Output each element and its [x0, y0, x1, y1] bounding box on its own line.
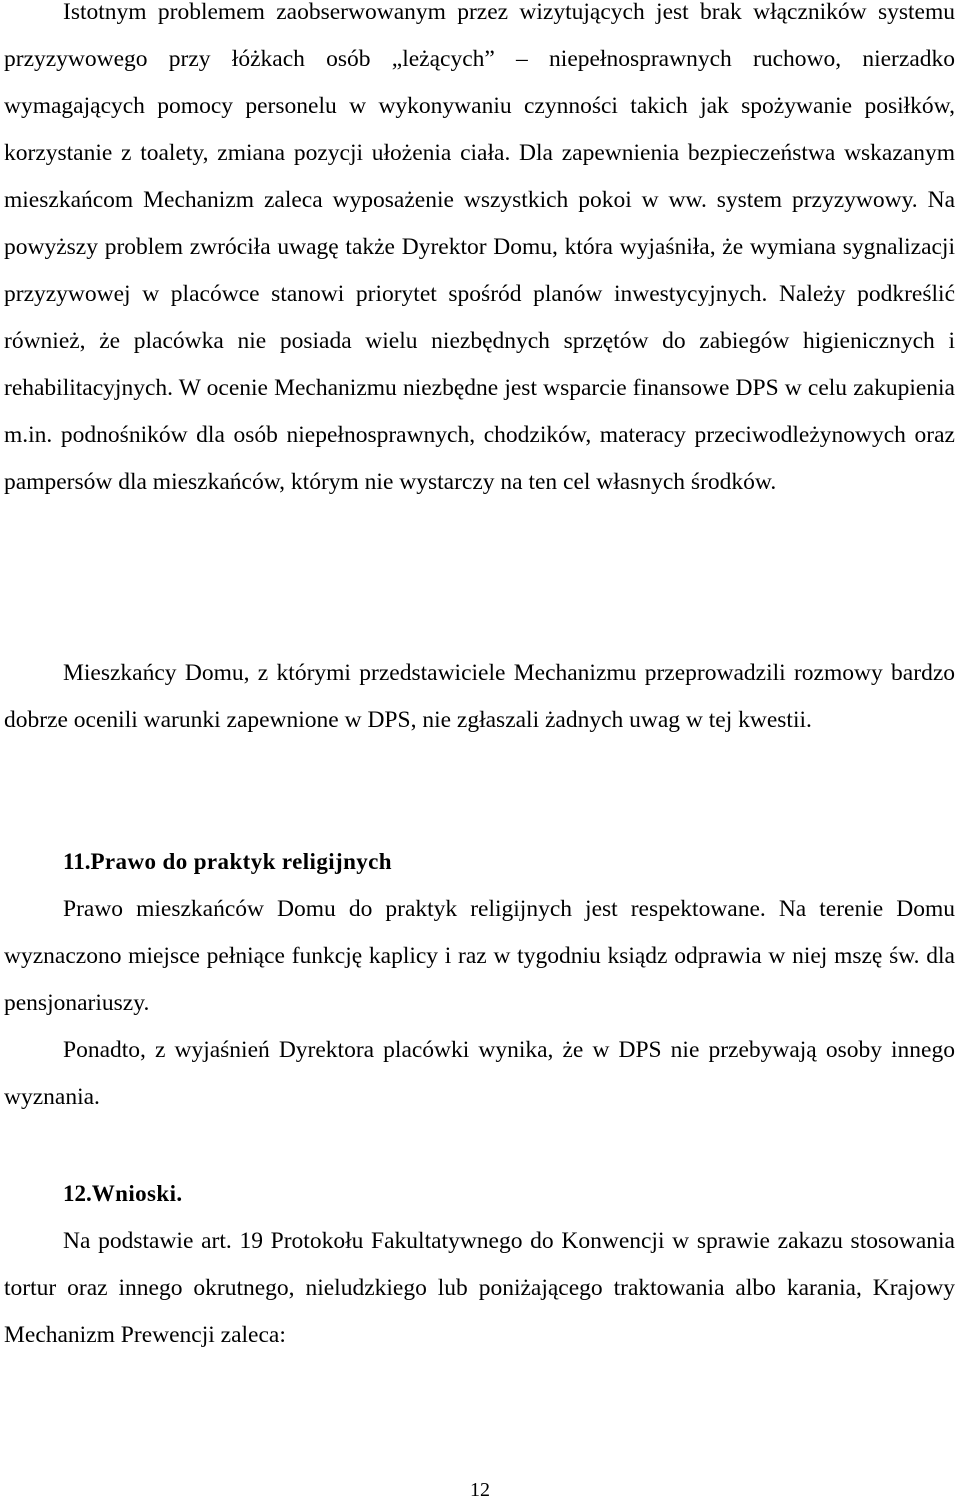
- paragraph-religious-practices: Prawo mieszkańców Domu do praktyk religijnych jest respektowane. Na terenie Domu wyznaczono miejsce pełniące funkcję kaplicy i raz w tygodniu ksiądz odprawia w niej mszę św. dla pensjonariuszy.: [4, 896, 955, 1016]
- section-title: Prawo do praktyk religijnych: [90, 849, 392, 874]
- section-title: Wnioski.: [91, 1181, 183, 1206]
- paragraph-other-denominations: Ponadto, z wyjaśnień Dyrektora placówki wynika, że w DPS nie przebywają osoby innego wyznania.: [4, 1037, 955, 1110]
- paragraph-call-system: Istotnym problemem zaobserwowanym przez wizytujących jest brak włączników systemu przyzywowego przy łóżkach osób „leżących” – niepełnosprawnych ruchowo, nierzadko wymagających pomocy personelu w wykonywaniu czynności takich jak spożywanie posiłków, korzystanie z toalety, zmiana pozycji ułożenia ciała. Dla zapewnienia bezpieczeństwa wskazanym mieszkańcom Mechanizm zaleca wyposażenie wszystkich pokoi w ww. system przyzywowy. Na powyższy problem zwróciła uwagę także Dyrektor Domu, która wyjaśniła, że wymiana sygnalizacji przyzywowej w placówce stanowi priorytet spośród planów inwestycyjnych. Należy podkreślić również, że placówka nie posiada wielu niezbędnych sprzętów do zabiegów higienicznych i rehabilitacyjnych. W ocenie Mechanizmu niezbędne jest wsparcie finansowe DPS w celu zakupienia m.in. podnośników dla osób niepełnosprawnych, chodzików, materacy przeciwodleżynowych oraz pampersów dla mieszkańców, którym nie wystarczy na ten cel własnych środków.: [4, 0, 955, 495]
- section-number: 11.: [63, 849, 91, 874]
- section-heading-religious-practices: [63, 838, 392, 885]
- page-number: 12: [470, 1479, 490, 1501]
- paragraph-residents-opinion: Mieszkańcy Domu, z którymi przedstawiciele Mechanizmu przeprowadzili rozmowy bardzo dobrze ocenili warunki zapewnione w DPS, nie zgłaszali żadnych uwag w tej kwestii.: [4, 660, 955, 733]
- section-number: 12.: [63, 1181, 92, 1206]
- section-heading-conclusions: [63, 1170, 183, 1217]
- paragraph-recommendations-intro: Na podstawie art. 19 Protokołu Fakultatywnego do Konwencji w sprawie zakazu stosowania tortur oraz innego okrutnego, nieludzkiego lub poniżającego traktowania albo karania, Krajowy Mechanizm Prewencji zaleca:: [4, 1228, 955, 1348]
